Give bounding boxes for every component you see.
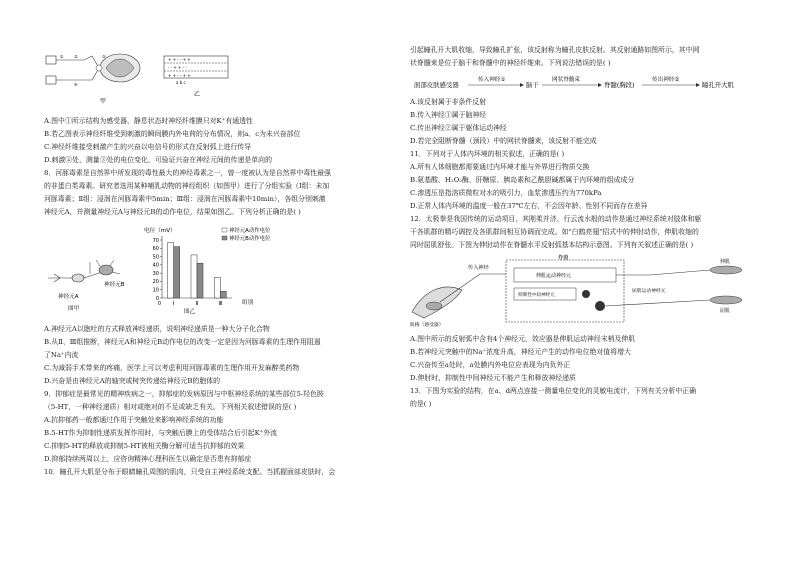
q8-option-b-cont: 了Na⁺内流	[44, 351, 79, 359]
figure-yi-label: 乙	[194, 91, 201, 98]
figure-q12	[410, 254, 750, 332]
svg-text:③: ③	[102, 54, 106, 59]
q12-option-c: C.兴奋传至a处时，a处膜内外电位应表现为内负外正	[410, 361, 571, 369]
figure-jia-label: 甲	[100, 98, 107, 105]
svg-text:②: ②	[74, 54, 78, 59]
y-tick-label: 20	[152, 279, 159, 286]
q9-option-c: C.抑制5-HT的释放或抑制5-HT被相关酶分解可适当抗抑郁的效果	[44, 442, 245, 450]
flow-node-spinal: 脊髓(胸段)	[604, 81, 635, 89]
flow-arrow1-label: 传入神经①	[478, 77, 506, 83]
flow-arrow2-label: 网状脊髓束	[552, 77, 580, 83]
q8-stem-line2: 的非蛋白类毒素。研究者选用某种哺乳动物的神经组织（如图甲）进行了分组实验（Ⅰ组：未加	[44, 182, 330, 190]
svg-text:④: ④	[74, 82, 78, 87]
y-tick-label: 40	[152, 262, 159, 269]
q12-stem-line1: 12．太极拳是我国传统的运动项目，其刚柔并济、行云流水般的动作是通过神经系统对肢体和躯	[410, 215, 702, 223]
svg-text:①: ①	[60, 54, 64, 59]
y-tick-label: 30	[152, 270, 159, 277]
q7-option-a: A.图中①所示结构为感受器，静息状态时神经纤维膜只对K⁺有通透性	[44, 117, 253, 125]
q7-option-d: D.刺激④处，测量③处的电位变化，可验证兴奋在神经元间的传递是单向的	[44, 156, 272, 164]
figure-q7	[44, 46, 244, 110]
bar-neuron-b	[174, 247, 180, 298]
figure-q12-svg	[410, 254, 750, 328]
q12-stem-line2: 干各肌群的精巧调控及各肌群间相互协调而完成。如"白鹤亮翅"招式中的伸肘动作，伸肌收缩的	[410, 228, 699, 236]
x-tick-label: Ⅲ	[218, 301, 223, 307]
legend-swatch-b	[222, 236, 227, 240]
q11-stem: 11．下列对于人体内环境的相关叙述，正确的是( )	[410, 150, 565, 158]
q13-stem-line1: 13．下图为实验的结构，在a、d两点连接一测量电位变化的灵敏电流计，下列有关分析中正确	[410, 387, 697, 395]
inhibitory-label: 抑制性中间神经元	[518, 293, 555, 298]
fig-yi-title: 图乙	[184, 309, 196, 314]
q10-option-a: A.该反射属于非条件反射	[410, 98, 487, 106]
figure-q8-svg	[44, 222, 304, 314]
legend-swatch-a	[222, 228, 227, 232]
y-tick-label: 60	[152, 246, 159, 253]
x-tick-label: Ⅱ	[195, 301, 199, 307]
q9-stem-line2: （5-HT，一种神经递质）相对或绝对的不足或缺乏有关。下列相关叙述错误的是( )	[44, 403, 297, 411]
q8-option-a: A.神经元A以胞吐的方式释放神经递质，说明神经递质是一种大分子化合物	[44, 325, 270, 333]
q10-option-d: D.若完全阻断脊髓（颈段）中的网状脊髓束，该反射不能完成	[410, 137, 597, 145]
svg-text:+ + - - + +: + + - - + +	[168, 57, 191, 62]
neuron-a-label: 神经元A	[58, 294, 79, 300]
q7-option-b: B.若乙图表示神经纤维受到刺激的瞬间膜内外电荷的分布情况，则a、c为未兴奋部位	[44, 130, 301, 138]
fig-jia-title: 图甲	[68, 306, 80, 312]
legend-b: 神经元B动作电位	[229, 236, 271, 242]
neuron-b-label: 神经元B	[104, 282, 125, 288]
q11-option-c: C.渗透压是指溶质微粒对水的吸引力，血浆渗透压约为770kPa	[410, 189, 602, 197]
q8-option-d: D.兴奋是由神经元A的轴突或树突传递给神经元B的胞体的	[44, 377, 220, 385]
svg-text:a b c: a b c	[176, 80, 186, 85]
q11-option-b: B.氨基酸、H₂O₂酶、肝糖原、胰岛素和乙酰胆碱都属于内环境的组成成分	[410, 176, 635, 184]
q8-stem-line1: 8．河豚毒素是自然界中所发现的毒性最大的神经毒素之一，曾一度被认为是自然界中毒性最强	[44, 169, 331, 177]
flexor-label: 屈肌	[720, 308, 731, 314]
q9-option-b: B.5-HT作为抑制性递质发挥作用时，与突触后膜上的受体结合后引起K⁺外流	[44, 429, 278, 437]
y-tick-label: 70	[152, 237, 159, 244]
bar-neuron-a	[168, 242, 174, 298]
q12-option-d: D.伸肘时，抑制性中间神经元不能产生和释放神经递质	[410, 374, 576, 382]
flow-end: 瞳孔开大肌	[702, 81, 734, 89]
flow-start: 面部皮肤感受器	[414, 81, 459, 89]
chart-x-label: 组别	[242, 300, 254, 306]
flow-node-brainstem: 脑干	[526, 81, 539, 89]
q12-stem-line3: 同时屈肌舒张。下图为伸肘动作在脊髓水平反射弧基本结构示意图。下列有关叙述正确的是( )	[410, 241, 694, 249]
y-tick-label: 50	[152, 254, 159, 261]
q9-option-d: D.抑郁持续两周以上，应咨询精神心理科医生以确定是否患有抑郁症	[44, 455, 252, 463]
figure-q10	[414, 72, 754, 96]
q8-option-b: B.从Ⅱ、Ⅲ组推断，神经元A和神经元B动作电位的改变一定是因为河豚毒素的生理作用阻遏	[44, 338, 321, 346]
flow-arrow3-label: 传出神经②	[652, 77, 680, 83]
q9-stem-line1: 9．抑郁症是最常见的精神疾病之一，抑郁症的发病原因与中枢神经系统的某些部位5-羟色胺	[44, 390, 324, 398]
figure-q7-svg	[44, 46, 244, 106]
spinal-cord-label: 脊髓	[558, 255, 569, 261]
q8-option-c: C.为减弱手术带来的疼痛，医学上可以考虑利用河豚毒素的生理作用开发麻醉类药物	[44, 364, 300, 372]
bar-neuron-b	[197, 263, 203, 298]
figure-q10-svg	[414, 72, 754, 92]
q11-option-d: D.正常人体内环境的温度一般在37℃左右，不会因年龄、性别不同而存在差异	[410, 202, 648, 210]
y-tick-label: 10	[152, 287, 159, 294]
q10-stem-line1: 10．瞳孔开大肌是分布于眼睛瞳孔周围的肌肉，只受自主神经系统支配。当抓握面部皮肤时，会	[44, 468, 336, 476]
origin-label: 0	[157, 301, 161, 307]
figure-q8	[44, 222, 304, 318]
svg-text:+ + - - + +: + + - - + +	[168, 73, 191, 78]
extensor-label: 伸肌	[720, 259, 731, 265]
svg-text:- - + + - -: - - + + - -	[168, 65, 187, 70]
chart-y-label: 电位（mV）	[144, 228, 176, 234]
q7-option-c: C.神经纤维接受刺激产生的兴奋以电信号的形式在反射弧上进行传导	[44, 143, 252, 151]
flexor-motor-label: 屈肌运动神经元	[632, 289, 666, 294]
q10-option-c: C.传出神经②属于躯体运动神经	[410, 124, 507, 132]
q10-stem-line3: 状脊髓束是位于脑干和脊髓中的神经纤维束。下列说法错误的是( )	[410, 59, 611, 67]
neuron-diagram	[48, 260, 125, 312]
receptor-label: 肌梭（感受器）	[410, 323, 444, 328]
q10-stem-line2: 引起瞳孔开大肌收缩，导致瞳孔扩张，该反射称为瞳孔皮肤反射。其反射通路如图所示，其中网	[410, 46, 700, 54]
q13-stem-line2: 的是( )	[410, 400, 432, 408]
q8-stem-line3: 河豚毒素；Ⅱ组：浸润在河豚毒素中5min；Ⅲ组：浸润在河豚毒素中10min），各组分别刺激	[44, 195, 326, 203]
q10-option-b: B.传入神经①属于脑神经	[410, 111, 487, 119]
bar-neuron-a	[214, 277, 220, 298]
extensor-motor-label: 伸肌运动神经元	[536, 273, 572, 279]
bar-neuron-b	[220, 291, 226, 298]
q12-option-b: B.若神经元突触中的Na⁺浓度升高，神经元产生的动作电位绝对值将增大	[410, 348, 631, 356]
q12-option-a: A.图中所示的反射弧中含有4个神经元，效应器是伸肌运动神经末梢及伸肌	[410, 335, 636, 343]
y-tick-label: 0	[155, 295, 159, 302]
q11-option-a: A.所有人体细胞都需要通过内环境才能与外界进行物质交换	[410, 163, 590, 171]
afferent-label: 传入神经	[468, 265, 489, 271]
x-tick-label: Ⅰ	[172, 301, 175, 307]
legend-a: 神经元A动作电位	[229, 228, 271, 234]
bar-neuron-a	[191, 255, 197, 298]
q8-stem-line4: 神经元A，并测量神经元A与神经元B的动作电位，结果如图乙。下列分析正确的是( )	[44, 208, 301, 216]
bar-chart	[144, 226, 271, 314]
q9-option-a: A.抗抑郁药一般都通过作用于突触处来影响神经系统的功能	[44, 416, 224, 424]
